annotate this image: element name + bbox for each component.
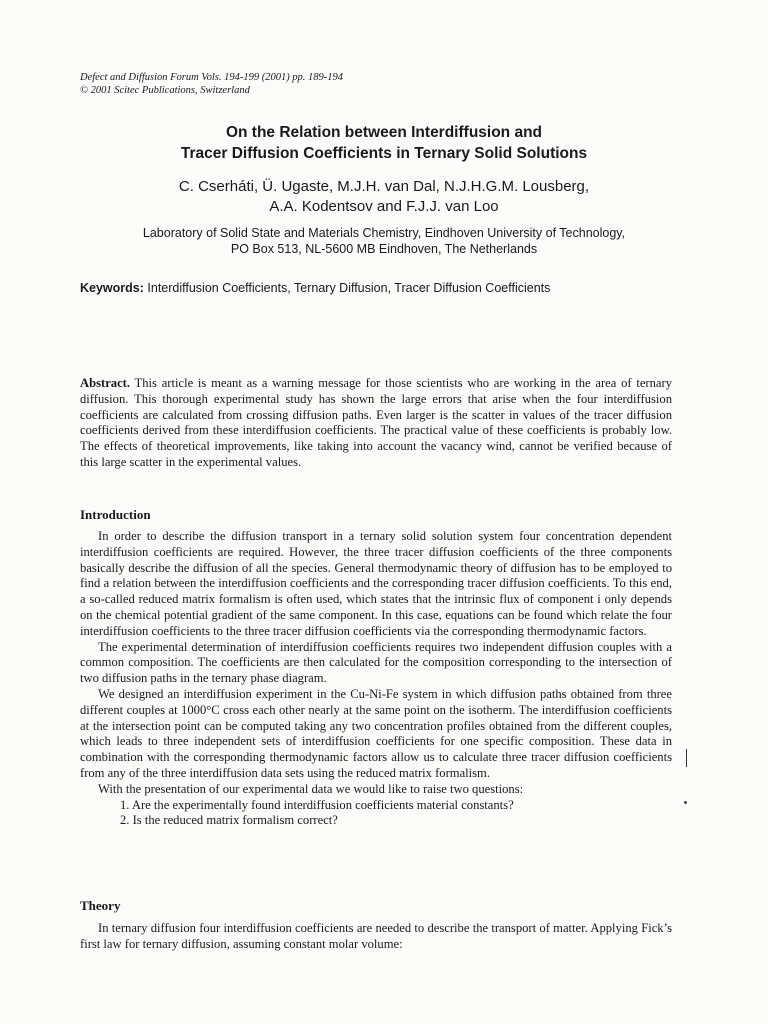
margin-dot <box>684 801 687 804</box>
copyright-line: © 2001 Scitec Publications, Switzerland <box>80 85 250 96</box>
theory-paragraph-1: In ternary diffusion four interdiffusion coefficients are needed to describe the transport of matter. Applying Fick’s first law for ternary diffusion, assuming constant molar volume: <box>80 921 672 951</box>
authors-line-2: A.A. Kodentsov and F.J.J. van Loo <box>269 198 499 215</box>
question-list <box>80 798 672 830</box>
introduction-body <box>80 529 672 829</box>
intro-paragraph-4: With the presentation of our experimental data we would like to raise two questions: <box>98 781 524 796</box>
intro-paragraph-1: In order to describe the diffusion transport in a ternary solid solution system four concentration dependent interdiffusion coefficients are required. However, the three tracer diffusion coefficients of the three components basically describe the diffusion of all the species. General thermodynamic theory of diffusion has to be employed to find a relation between the interdiffusion coefficients and the corresponding tracer diffusion coefficients. To this end, a so-called reduced matrix formalism is often used, which states that the intrinsic flux of component i only depends on the chemical potential gradient of the same component. In this case, equations can be found which relate the four interdiffusion coefficients to the three tracer diffusion coefficients via the corresponding thermodynamic factors. <box>80 529 672 638</box>
title-line-2: Tracer Diffusion Coefficients in Ternary Solid Solutions <box>180 145 588 162</box>
margin-mark <box>686 749 687 767</box>
affiliation <box>0 225 768 257</box>
paper-title <box>0 122 768 164</box>
keywords-text: Interdiffusion Coefficients, Ternary Diffusion, Tracer Diffusion Coefficients <box>147 281 551 295</box>
title-line-1: On the Relation between Interdiffusion and <box>225 124 543 141</box>
keywords <box>80 280 700 296</box>
intro-paragraph-3: We designed an interdiffusion experiment in the Cu-Ni-Fe system in which diffusion paths obtained from three different couples at 1000°C cross each other nearly at the same point on the isotherm. The interdiffusion coefficients at the intersection point can be computed taking any two concentration profiles obtained from the different couples, which leads to three independent sets of interdiffusion coefficients for one specific composition. These data in combination with the corresponding thermodynamic factors allow us to calculate three tracer diffusion coefficients from any of the three interdiffusion data sets using the reduced matrix formalism. <box>80 686 672 780</box>
author-list <box>0 177 768 217</box>
intro-paragraph-2: The experimental determination of interdiffusion coefficients requires two independent diffusion couples with a common composition. The coefficients are then calculated for the composition corresponding to the intersection of two diffusion paths in the ternary phase diagram. <box>80 639 672 686</box>
keywords-label: Keywords: <box>80 281 144 295</box>
authors-line-1: C. Cserháti, Ü. Ugaste, M.J.H. van Dal, N.J.H.G.M. Lousberg, <box>178 178 590 195</box>
abstract-text: This article is meant as a warning message for those scientists who are working in the area of ternary diffusion. This thorough experimental study has shown the large errors that arise when the four interdiffusion coefficients are calculated from crossing diffusion paths. Even larger is the scatter in values of the tracer diffusion coefficients derived from these interdiffusion coefficients. The practical value of these coefficients is probably low. The effects of theoretical improvements, like taking into account the vacancy wind, cannot be verified because of this large scatter in the experimental values. <box>80 376 672 469</box>
abstract <box>80 376 672 471</box>
journal-line: Defect and Diffusion Forum Vols. 194-199 (2001) pp. 189-194 <box>80 72 344 83</box>
introduction-heading: Introduction <box>80 507 151 522</box>
question-1: 1. Are the experimentally found interdiffusion coefficients material constants? <box>120 797 514 812</box>
affiliation-line-1: Laboratory of Solid State and Materials Chemistry, Eindhoven University of Technology, <box>142 226 626 240</box>
affiliation-line-2: PO Box 513, NL-5600 MB Eindhoven, The Netherlands <box>230 242 538 256</box>
abstract-label: Abstract. <box>80 376 131 390</box>
question-2: 2. Is the reduced matrix formalism correct? <box>120 813 338 828</box>
theory-body <box>80 921 672 953</box>
journal-header <box>80 71 343 97</box>
theory-heading: Theory <box>80 898 121 913</box>
